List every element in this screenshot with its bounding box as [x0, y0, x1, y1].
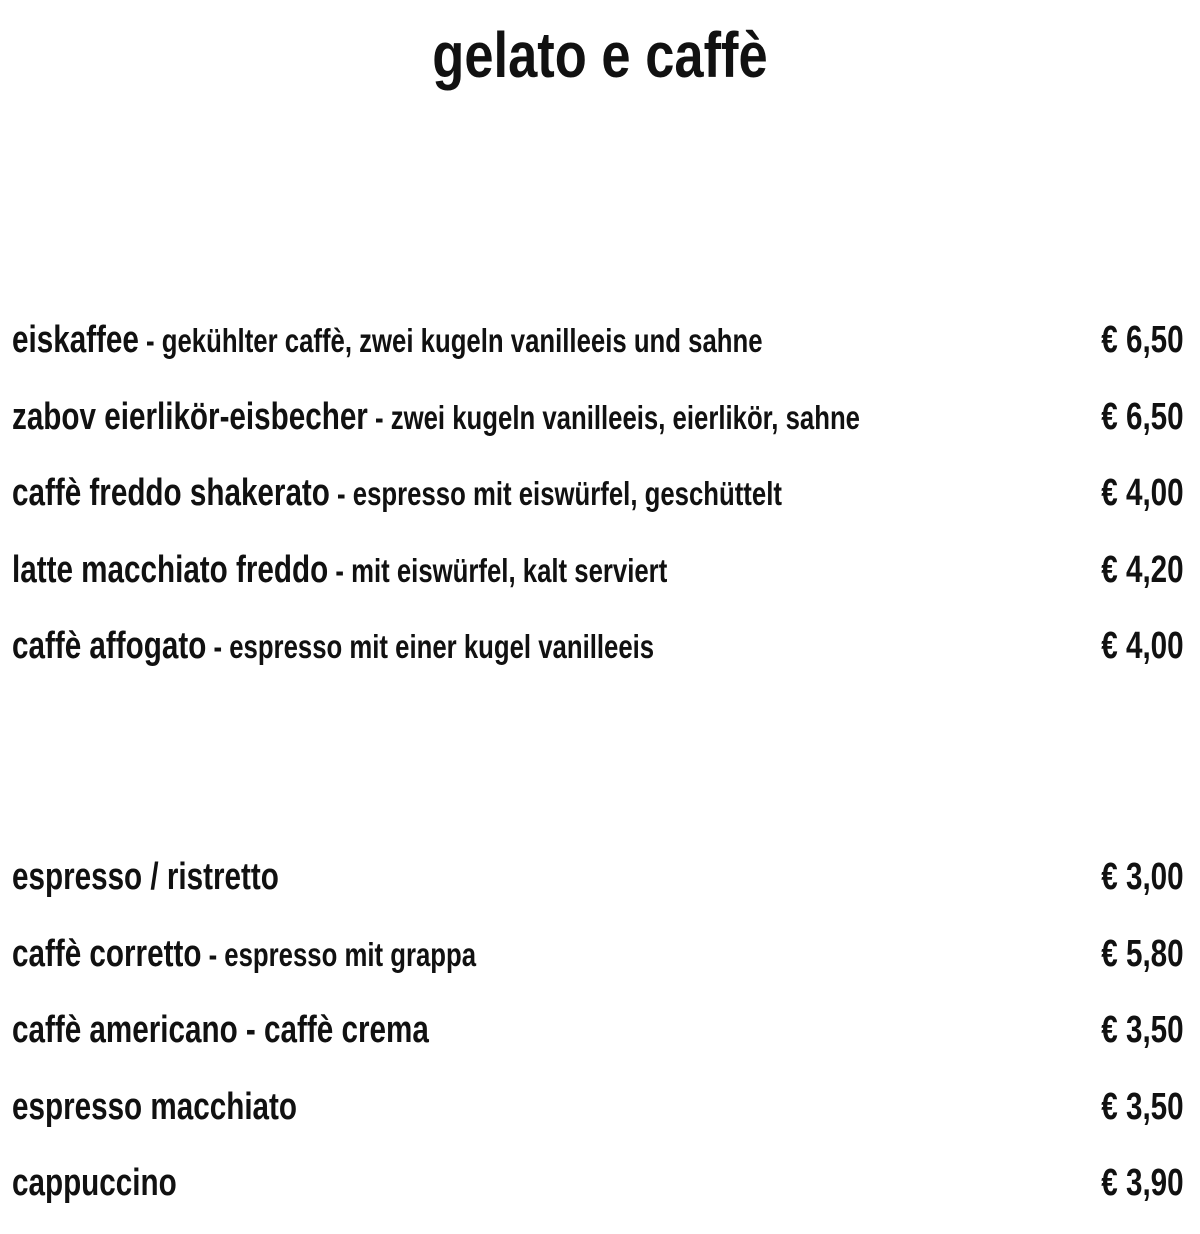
menu-item-price: € 6,50 [1101, 395, 1184, 438]
menu-item [12, 928, 1184, 1005]
menu-item [12, 1157, 1184, 1234]
menu-item-text [12, 467, 782, 527]
menu-item [12, 1004, 1184, 1081]
menu-item-text [12, 314, 763, 374]
menu-item-name: espresso macchiato [12, 1085, 298, 1128]
menu-item-name: caffè corretto [12, 932, 202, 975]
menu-item-name: caffè americano - caffè crema [12, 1009, 429, 1052]
menu-item-name: eiskaffee [12, 319, 139, 361]
menu-item-description: espresso mit einer kugel vanilleeis [229, 628, 655, 666]
menu-item-separator: - [206, 628, 230, 666]
menu-item-price: € 3,50 [1101, 1009, 1184, 1052]
menu-item-name: latte macchiato freddo [12, 548, 329, 591]
menu-item-description: gekühlter caffè, zwei kugeln vanilleeis und sahne [161, 322, 763, 359]
menu-item-text [12, 620, 654, 680]
menu-item [12, 314, 1184, 391]
menu-item-name: cappuccino [12, 1162, 177, 1205]
menu-item-text [12, 391, 860, 451]
menu-title: gelato e caffè [432, 19, 768, 91]
menu-item [12, 851, 1184, 928]
menu-item-separator: - [328, 551, 352, 589]
menu-item-description: espresso mit grappa [224, 935, 477, 973]
menu-item-text [12, 928, 476, 988]
menu-item-text [12, 1004, 429, 1064]
menu-item-price: € 3,50 [1101, 1085, 1184, 1128]
menu-item-text [12, 1081, 297, 1141]
menu-item-name: espresso / ristretto [12, 856, 279, 898]
menu-item-description: mit eiswürfel, kalt serviert [351, 551, 668, 589]
menu-item [12, 620, 1184, 697]
menu-item-text [12, 544, 667, 604]
menu-item-price: € 5,80 [1101, 932, 1184, 975]
menu-section-coffee [12, 851, 1184, 1234]
menu-item-text [12, 1157, 177, 1217]
menu-item-text [12, 851, 279, 911]
menu-item [12, 467, 1184, 544]
menu-item-price: € 3,00 [1101, 856, 1184, 898]
menu-item-description: zwei kugeln vanilleeis, eierlikör, sahne [390, 398, 860, 436]
menu-item-description: espresso mit eiswürfel, geschüttelt [352, 475, 782, 513]
menu-item-name: caffè affogato [12, 625, 207, 668]
menu-item [12, 544, 1184, 621]
menu-item-separator: - [201, 935, 225, 973]
menu-item-price: € 4,20 [1101, 548, 1184, 591]
menu-item-name: caffè freddo shakerato [12, 472, 330, 515]
menu-item-price: € 6,50 [1101, 319, 1184, 361]
menu-item-price: € 4,00 [1101, 472, 1184, 515]
menu-item [12, 1081, 1184, 1158]
menu-item-price: € 3,90 [1101, 1162, 1184, 1205]
menu-item-separator: - [138, 322, 162, 359]
menu-item-separator: - [367, 398, 391, 436]
menu-item-separator: - [329, 475, 353, 513]
menu-item-price: € 4,00 [1101, 625, 1184, 668]
menu-item [12, 391, 1184, 468]
menu-item-name: zabov eierlikör-eisbecher [12, 395, 368, 438]
menu-section-iced [12, 314, 1184, 697]
